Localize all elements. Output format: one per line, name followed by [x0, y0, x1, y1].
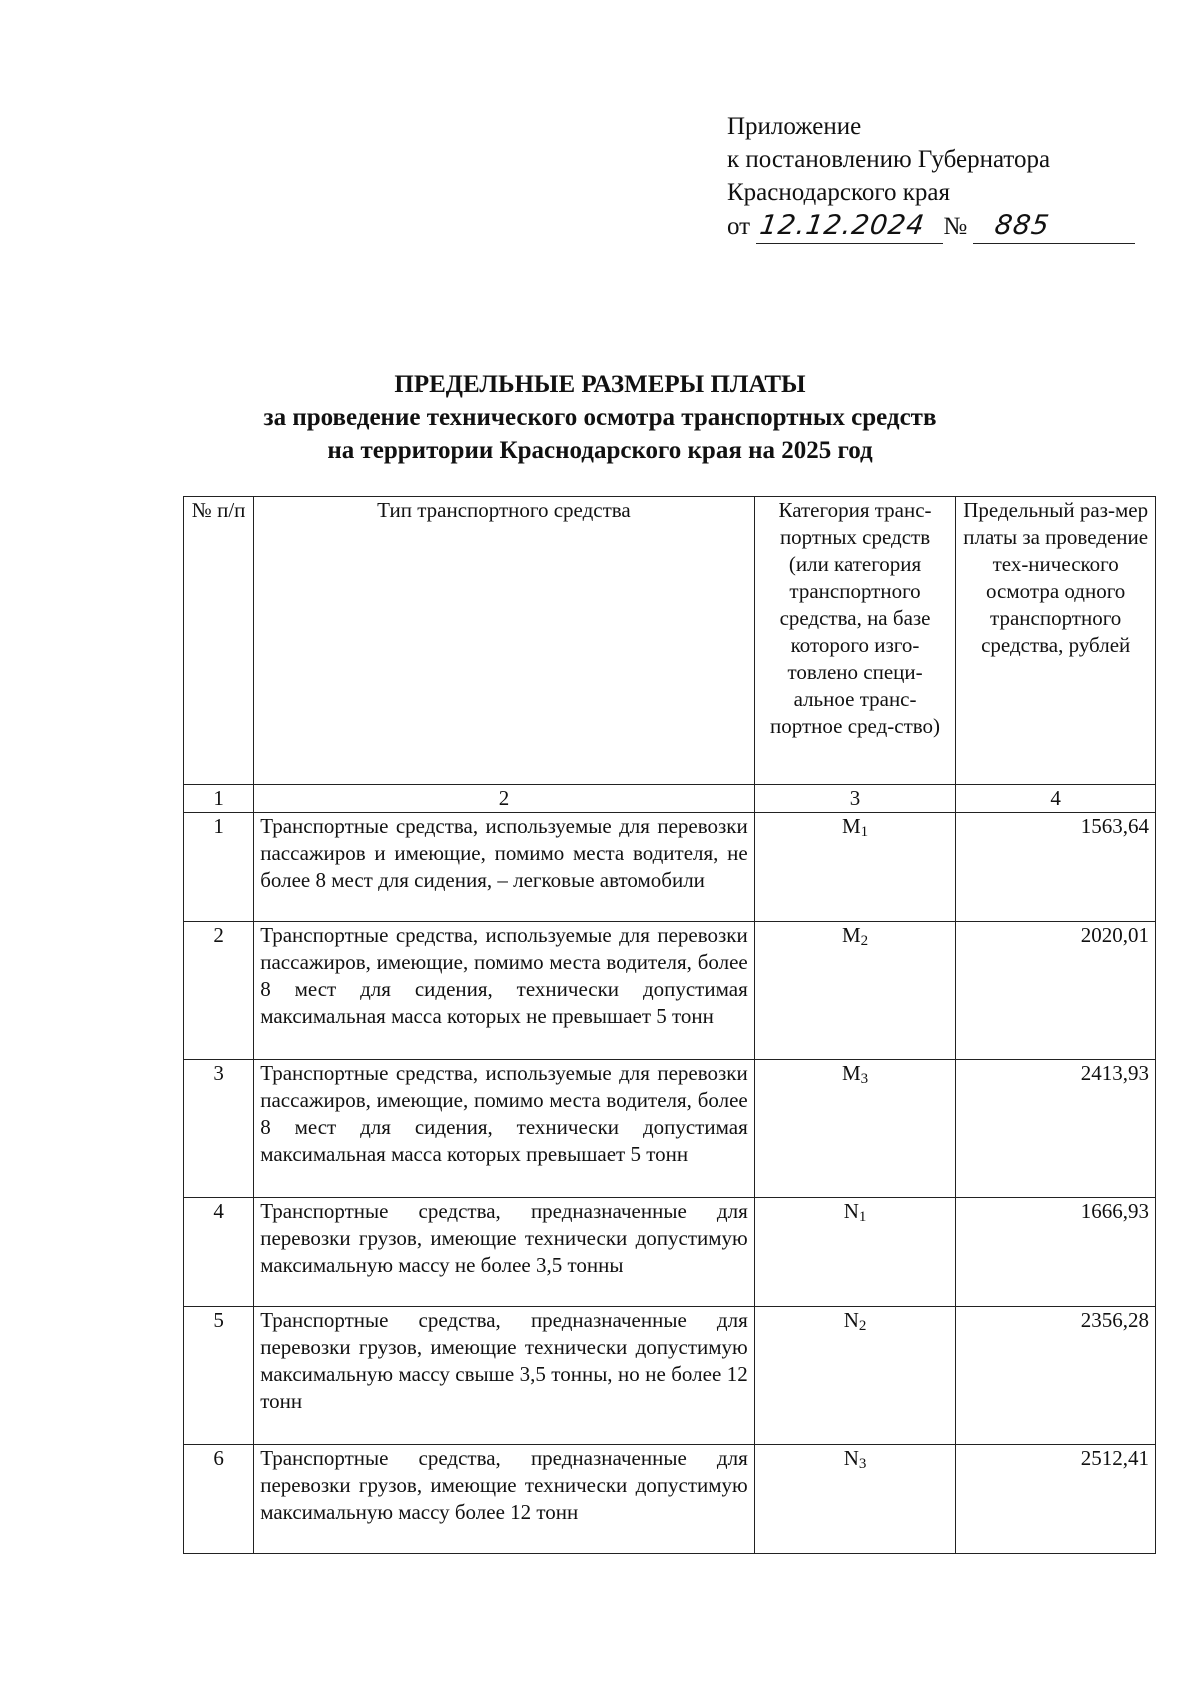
- column-number: 1: [184, 785, 254, 813]
- row-fee: 1563,64: [956, 813, 1156, 922]
- row-num: 5: [184, 1307, 254, 1445]
- category-index: 2: [860, 933, 869, 949]
- category-index: 1: [858, 1209, 867, 1225]
- row-category: [754, 1198, 956, 1307]
- row-num: 6: [184, 1445, 254, 1554]
- category-letter: N: [843, 1308, 859, 1332]
- row-type: Транспортные средства, используемые для перевозки пассажиров и имеющие, помимо места водителя, не более 8 мест для сидения, – легковые автомобили: [254, 813, 755, 922]
- date-field: [756, 209, 943, 244]
- table-header-row: [184, 497, 1156, 785]
- category-index: 1: [860, 824, 869, 840]
- category-letter: M: [841, 923, 861, 947]
- category-letter: M: [841, 814, 861, 838]
- table-row: [184, 1198, 1156, 1307]
- table-row: [184, 922, 1156, 1060]
- column-number: 3: [754, 785, 956, 813]
- table-row: [184, 813, 1156, 922]
- category-letter: N: [843, 1199, 859, 1223]
- row-num: 1: [184, 813, 254, 922]
- title-line-1: ПРЕДЕЛЬНЫЕ РАЗМЕРЫ ПЛАТЫ: [394, 371, 806, 398]
- document-title: [0, 368, 1200, 467]
- fees-table: [183, 496, 1156, 1554]
- row-category: [754, 1060, 956, 1198]
- row-category: [754, 1445, 956, 1554]
- row-num: 2: [184, 922, 254, 1060]
- header-fee: Предельный раз-мер платы за проведение тех-нического осмотра одного транспортного средства, рублей: [956, 497, 1156, 785]
- row-num: 4: [184, 1198, 254, 1307]
- row-type: Транспортные средства, используемые для перевозки пассажиров, имеющие, помимо места водителя, более 8 мест для сидения, технически допустимая максимальная масса которых не превышает 5 тонн: [254, 922, 755, 1060]
- row-type: Транспортные средства, предназначенные для перевозки грузов, имеющие технически допустимую максимальную массу более 12 тонн: [254, 1445, 755, 1554]
- row-num: 3: [184, 1060, 254, 1198]
- row-type: Транспортные средства, предназначенные для перевозки грузов, имеющие технически допустимую максимальную массу не более 3,5 тонны: [254, 1198, 755, 1307]
- row-category: [754, 1307, 956, 1445]
- header-type: Тип транспортного средства: [254, 497, 755, 785]
- table-row: [184, 1307, 1156, 1445]
- category-index: 2: [858, 1318, 867, 1334]
- category-index: 3: [858, 1456, 867, 1472]
- title-line-2: за проведение технического осмотра транспортных средств: [263, 404, 937, 431]
- appendix-line-1: Приложение: [727, 113, 862, 140]
- appendix-line-3: Краснодарского края: [727, 179, 950, 206]
- row-category: [754, 813, 956, 922]
- category-letter: N: [843, 1446, 859, 1470]
- number-prefix: №: [943, 213, 968, 240]
- date-prefix: от: [727, 213, 751, 240]
- category-letter: M: [841, 1061, 861, 1085]
- appendix-date-line: [727, 209, 1135, 244]
- number-field: [973, 209, 1135, 244]
- row-fee: 2512,41: [956, 1445, 1156, 1554]
- row-type: Транспортные средства, предназначенные для перевозки грузов, имеющие технически допустимую максимальную массу свыше 3,5 тонны, но не более 12 тонн: [254, 1307, 755, 1445]
- handwritten-number: 885: [993, 210, 1053, 241]
- table-row: [184, 1060, 1156, 1198]
- handwritten-date: 12.12.2024: [758, 210, 928, 241]
- appendix-line-2: к постановлению Губернатора: [727, 146, 1051, 173]
- category-index: 3: [860, 1071, 869, 1087]
- column-number-row: [184, 785, 1156, 813]
- appendix-block: [727, 110, 1135, 244]
- row-category: [754, 922, 956, 1060]
- row-fee: 2020,01: [956, 922, 1156, 1060]
- row-type: Транспортные средства, используемые для перевозки пассажиров, имеющие, помимо места водителя, более 8 мест для сидения, технически допустимая максимальная масса которых превышает 5 тонн: [254, 1060, 755, 1198]
- table-row: [184, 1445, 1156, 1554]
- row-fee: 2413,93: [956, 1060, 1156, 1198]
- row-fee: 1666,93: [956, 1198, 1156, 1307]
- column-number: 2: [254, 785, 755, 813]
- column-number: 4: [956, 785, 1156, 813]
- title-line-3: на территории Краснодарского края на 2025 год: [327, 437, 873, 464]
- header-num: № п/п: [184, 497, 254, 785]
- row-fee: 2356,28: [956, 1307, 1156, 1445]
- header-category: Категория транс-портных средств (или категория транспортного средства, на базе которого изго-товлено специ-альное транс-портное сред-ство): [754, 497, 956, 785]
